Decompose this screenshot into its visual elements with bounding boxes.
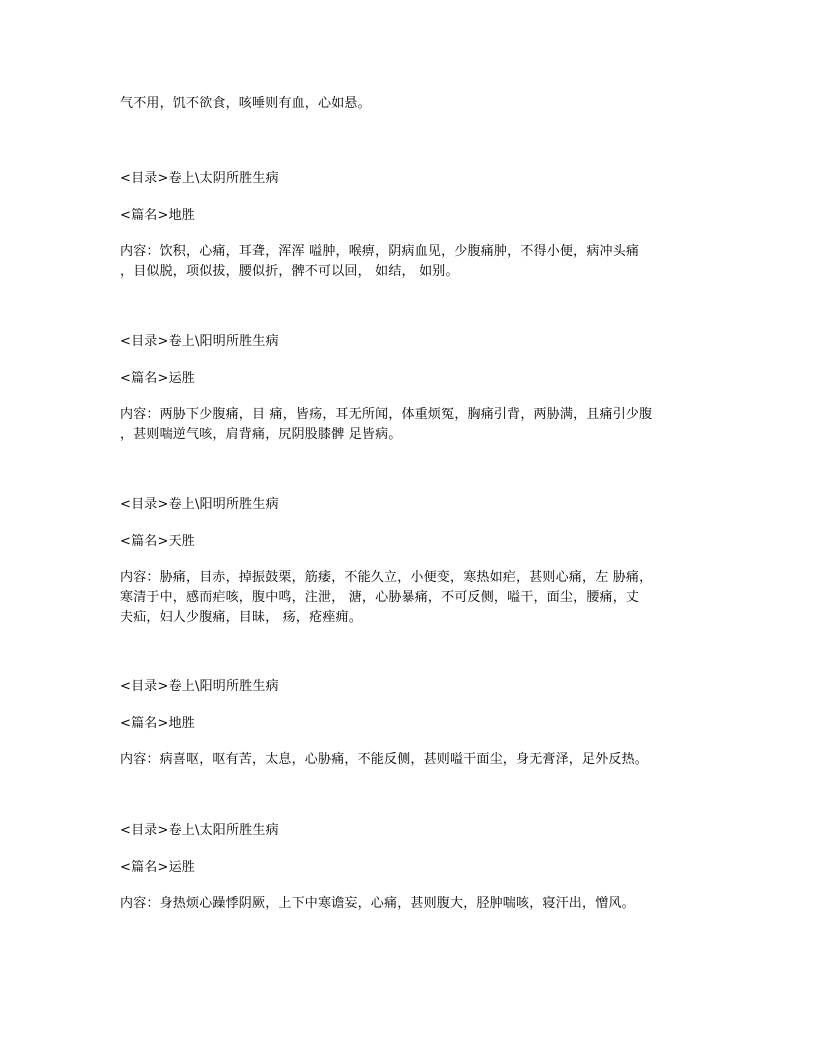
catalog-heading: <目录>卷上\阳明所胜生病 xyxy=(120,679,279,694)
content-line: 内容：两胁下少腹痛，目 痛，皆疡，耳无所闻，体重烦冤，胸痛引背，两胁满，且痛引少腹 xyxy=(120,407,653,422)
content-line: ，目似脱，项似拔，腰似折，髀不可以回， 如结， 如别。 xyxy=(120,264,459,279)
catalog-heading: <目录>卷上\阳明所胜生病 xyxy=(120,334,279,349)
content-line: 内容：饮积，心痛，耳聋，浑浑 嗌肿，喉痹，阴病血见，少腹痛肿，不得小便，病冲头痛 xyxy=(120,244,640,259)
content-line: 内容：胁痛，目赤，掉振鼓栗，筋痿，不能久立，小便变，寒热如疟，甚则心痛，左 胁痛， xyxy=(120,570,653,585)
chapter-title: <篇名>地胜 xyxy=(120,208,195,223)
content-line: 夫疝，妇人少腹痛，目昧， 疡，疮痤痈。 xyxy=(120,610,362,625)
chapter-title: <篇名>运胜 xyxy=(120,860,195,875)
catalog-heading: <目录>卷上\太阴所胜生病 xyxy=(120,171,279,186)
top-text-line: 气不用，饥不欲食，咳唾则有血，心如悬。 xyxy=(120,96,371,111)
catalog-heading: <目录>卷上\阳明所胜生病 xyxy=(120,497,279,512)
content-line: 内容：身热烦心躁悸阴厥，上下中寒谵妄，心痛，甚则腹大，胫肿喘咳，寝汗出，憎风。 xyxy=(120,896,635,911)
content-line: 寒清于中，感而疟咳，腹中鸣，注泄， 溏，心胁暴痛，不可反侧，嗌干，面尘，腰痛，丈 xyxy=(120,590,640,605)
chapter-title: <篇名>天胜 xyxy=(120,534,195,549)
content-line: ，甚则喘逆气咳，肩背痛，尻阴股膝髀 足皆病。 xyxy=(120,427,402,442)
chapter-title: <篇名>运胜 xyxy=(120,371,195,386)
catalog-heading: <目录>卷上\太阳所胜生病 xyxy=(120,823,279,838)
content-line: 内容：病喜呕，呕有苦，太息，心胁痛，不能反侧，甚则嗌干面尘，身无膏泽，足外反热。 xyxy=(120,752,649,767)
chapter-title: <篇名>地胜 xyxy=(120,716,195,731)
